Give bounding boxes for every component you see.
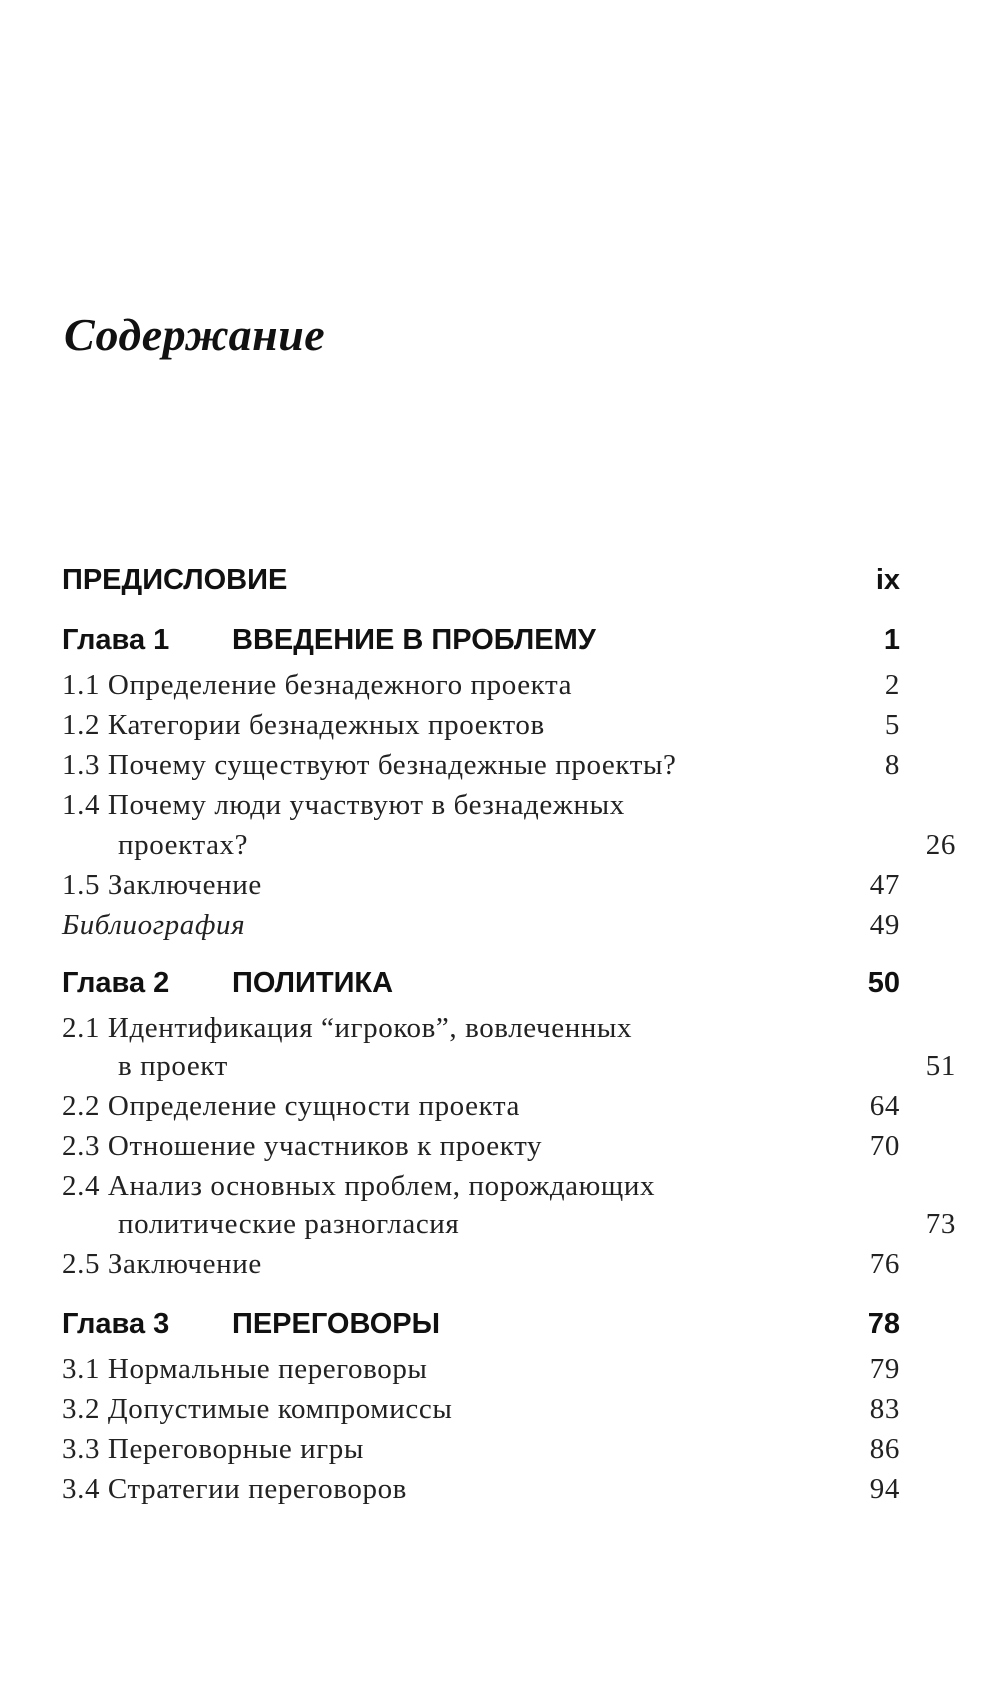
- toc-page-number: 50: [867, 967, 900, 999]
- toc-section-text: в проект: [118, 1050, 228, 1082]
- toc-page-number: ix: [875, 564, 900, 596]
- toc-page-number: 64: [869, 1090, 900, 1122]
- chapter-title: ПОЛИТИКА: [232, 967, 394, 999]
- toc-section-continuation[interactable]: [62, 1046, 956, 1086]
- toc-section[interactable]: [62, 1349, 900, 1389]
- toc-section-text: 3.4 Стратегии переговоров: [62, 1473, 407, 1505]
- toc-section-text: 1.1 Определение безнадежного проекта: [62, 669, 573, 701]
- chapter-label: Глава 1: [62, 624, 170, 656]
- toc-section-text: политические разногласия: [118, 1208, 460, 1240]
- toc-section[interactable]: [62, 1469, 900, 1509]
- toc-page-number: 78: [867, 1308, 900, 1340]
- toc-page-number: 47: [869, 869, 900, 901]
- toc-page-number: 73: [925, 1208, 956, 1240]
- toc-section[interactable]: [62, 1244, 900, 1284]
- toc-section-text: Библиография: [62, 909, 246, 941]
- toc-section-text: 1.2 Категории безнадежных проектов: [62, 709, 545, 741]
- toc-page-number: 1: [883, 624, 900, 656]
- toc-section-text: 1.5 Заключение: [62, 869, 262, 901]
- toc-section-text: 3.1 Нормальные переговоры: [62, 1353, 428, 1385]
- toc-page-number: 76: [869, 1248, 900, 1280]
- toc-bibliography[interactable]: [62, 905, 900, 945]
- toc-section[interactable]: [62, 1389, 900, 1429]
- page-title: Содержание: [64, 309, 326, 360]
- chapter-label: Глава 2: [62, 967, 170, 999]
- toc-section[interactable]: [62, 1008, 900, 1048]
- toc-section-text: 1.3 Почему существуют безнадежные проекты?: [62, 749, 677, 781]
- toc-page-number: 70: [869, 1130, 900, 1162]
- toc-page-number: 49: [869, 909, 900, 941]
- toc-section-text: 3.2 Допустимые компромиссы: [62, 1393, 453, 1425]
- toc-page-number: 8: [884, 749, 900, 781]
- toc-page-number: 94: [869, 1473, 900, 1505]
- toc-page-number: 5: [884, 709, 900, 741]
- toc-section-continuation[interactable]: [62, 1204, 956, 1244]
- toc-page-number: 86: [869, 1433, 900, 1465]
- toc-section[interactable]: [62, 1126, 900, 1166]
- toc-section[interactable]: [62, 785, 900, 825]
- toc-page-number: 83: [869, 1393, 900, 1425]
- toc-page-number: 26: [925, 829, 956, 861]
- toc-section[interactable]: [62, 1086, 900, 1126]
- toc-section-text: 2.3 Отношение участников к проекту: [62, 1130, 543, 1162]
- chapter-label: Глава 3: [62, 1308, 170, 1340]
- toc-section-text: 2.1 Идентификация “игроков”, вовлеченных: [62, 1012, 633, 1044]
- toc-chapter-heading[interactable]: [62, 1304, 900, 1344]
- toc-section[interactable]: [62, 865, 900, 905]
- toc-section-text: 2.4 Анализ основных проблем, порождающих: [62, 1170, 656, 1202]
- toc-section-text: 2.2 Определение сущности проекта: [62, 1090, 521, 1122]
- toc-section[interactable]: [62, 745, 900, 785]
- toc-section[interactable]: [62, 1429, 900, 1469]
- toc-section-text: 3.3 Переговорные игры: [62, 1433, 364, 1465]
- toc-preface-label: ПРЕДИСЛОВИЕ: [62, 564, 288, 596]
- toc-section-text: 2.5 Заключение: [62, 1248, 262, 1280]
- toc-chapter-heading[interactable]: [62, 620, 900, 660]
- toc-section[interactable]: [62, 665, 900, 705]
- toc-section-text: проектах?: [118, 829, 249, 861]
- toc-preface[interactable]: [62, 560, 900, 600]
- toc-page-number: 79: [869, 1353, 900, 1385]
- chapter-title: ВВЕДЕНИЕ В ПРОБЛЕМУ: [232, 624, 596, 656]
- toc-section[interactable]: [62, 1166, 900, 1206]
- toc-page-number: 2: [884, 669, 900, 701]
- toc-chapter-heading[interactable]: [62, 963, 900, 1003]
- toc-section-continuation[interactable]: [62, 825, 956, 865]
- toc-section-text: 1.4 Почему люди участвуют в безнадежных: [62, 789, 625, 821]
- chapter-title: ПЕРЕГОВОРЫ: [232, 1308, 440, 1340]
- toc-page-number: 51: [925, 1050, 956, 1082]
- toc-section[interactable]: [62, 705, 900, 745]
